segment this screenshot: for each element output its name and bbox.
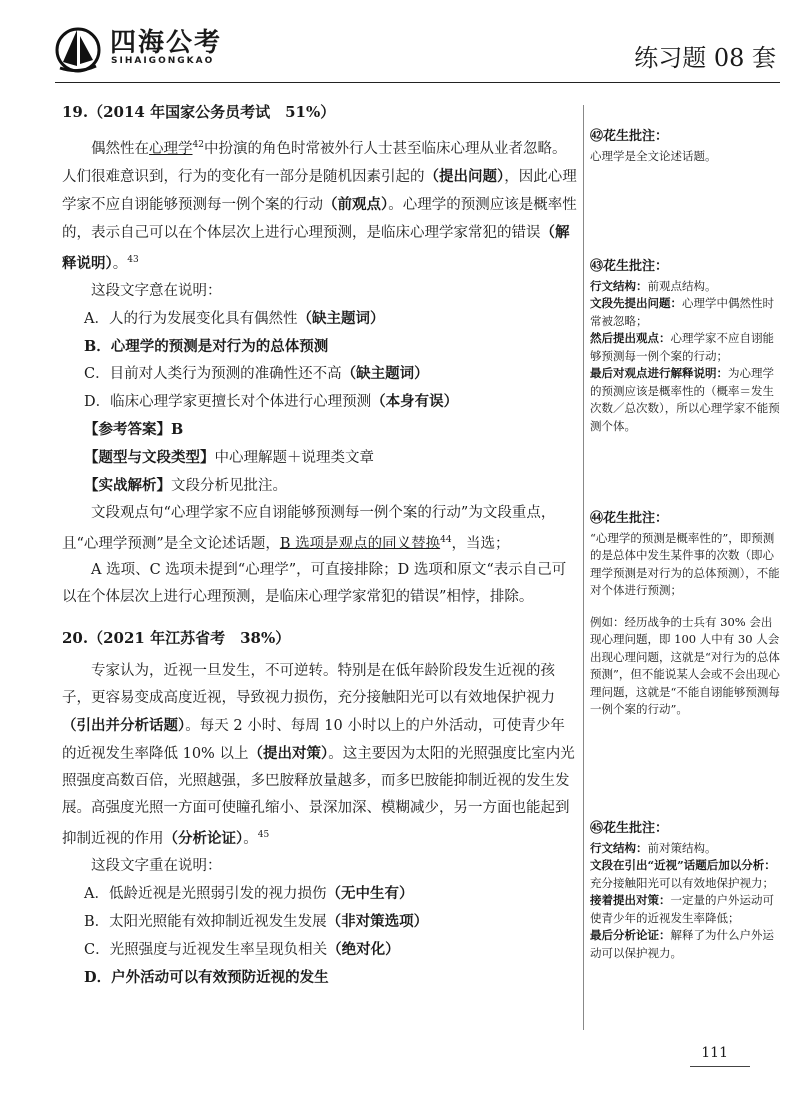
q20-option-a: A．低龄近视是光照弱引发的视力损伤（无中生有） (84, 885, 414, 903)
note-44-title: ㊹花生批注： (590, 511, 669, 526)
note-45 (590, 820, 780, 962)
note-42 (590, 128, 780, 165)
page-number: 111 (701, 1045, 728, 1061)
sailboat-logo-icon (55, 22, 101, 78)
note-44-text: “心理学的预测是概率性的”，即预测的是总体中发生某件事的次数（即心理学预测是对行为的总体预测），不能对个体进行预测； (590, 530, 780, 597)
q19-option-b: B．心理学的预测是对行为的总体预测 (84, 337, 329, 355)
note-45-line3: 接着提出对策：一定量的户外运动可使青少年的近视发生率降低； (590, 893, 774, 925)
logo (55, 22, 255, 82)
main-column (62, 95, 578, 991)
q20-option-b: B．太阳光照能有效抑制近视发生发展（非对策选项） (84, 913, 429, 931)
brand-name: 四海公考 (110, 28, 223, 58)
q19-stem: 这段文字意在说明： (91, 282, 222, 299)
q20-title: 20.（2021 年江苏省考 38%） (62, 629, 291, 648)
note-43-line3: 然后提出观点：心理学家不应自诩能够预测每一例个案的行动； (590, 331, 774, 363)
note-44 (590, 510, 780, 719)
q19-type: 【题型与文段类型】中心理解题＋说理类文章 (84, 448, 374, 466)
note-43-line4: 最后对观点进行解释说明：为心理学的预测应该是概率性的（概率＝发生次数／总次数），所以心理学家不能预测个体。 (590, 366, 780, 433)
q20-stem: 这段文字重在说明： (91, 858, 222, 875)
note-42-text: 心理学是全文论述话题。 (590, 148, 717, 163)
q19-option-c: C．目前对人类行为预测的准确性还不高（缺主题词） (84, 364, 429, 382)
note-45-line2: 文段在引出“近视”话题后加以分析：充分接触阳光可以有效地保护视力； (590, 858, 776, 890)
note-44-example: 例如：经历战争的士兵有 30% 会出现心理问题，即 100 人中有 30 人会出现心理问题，这就是“对行为的总体预测”，但不能说某人会或不会出现心理问题，这就是“不能自诩能够预测每一例个案的行动”。 (590, 614, 780, 716)
brand-subtitle: SIHAIGONGKAO (111, 56, 215, 66)
note-45-line4: 最后分析论证：解释了为什么户外运动可以保护视力。 (590, 928, 774, 960)
header-rule (55, 82, 780, 83)
set-title: 练习题 08 套 (634, 44, 776, 72)
q19-analysis-label: 【实战解析】文段分析见批注。 (84, 476, 287, 494)
q19-title: 19.（2014 年国家公务员考试 51%） (62, 103, 336, 121)
column-divider (583, 105, 584, 1030)
note-45-line1: 行文结构：前对策结构。 (590, 840, 717, 855)
note-45-title: ㊺花生批注： (590, 821, 669, 836)
q20-option-c: C．光照强度与近视发生率呈现负相关（绝对化） (84, 941, 400, 959)
note-43-line1: 行文结构：前观点结构。 (590, 278, 717, 293)
note-43 (590, 258, 780, 435)
q20-passage: 专家认为，近视一旦发生，不可逆转。特别是在低年龄阶段发生近视的孩子，更容易变成高度近视，导致视力损伤，充分接触阳光可以有效地保护视力（引出并分析话题）。每天 2 小时、每周 10 小时以上的户外活动，可使青少年的近视发生率降低 10% 以上（提出对策）。这主要因为太阳的光照强度比室内光照强度高数百倍，光照越强，多巴胺释放量越多，而多巴胺能抑制近视的发生发展。高强度光照一方面可使瞳孔缩小、景深加深、模糊减少，另一方面也能起到抑制近视的作用（分析论证）。$^{45}$ (62, 663, 575, 848)
q19-passage: 偶然性在心理学$^{42}$中扮演的角色时常被外行人士甚至临床心理从业者忽略。人们很难意识到，行为的变化有一部分是随机因素引起的（提出问题），因此心理学家不应自诩能够预测每一例个案的行动（前观点）。心理学的预测应该是概率性的，表示自己可以在个体层次上进行心理预测，是临床心理学家常犯的错误（解释说明）。$^{43}$ (62, 140, 577, 272)
q19-option-a: A．人的行为发展变化具有偶然性（缺主题词） (84, 309, 385, 327)
page-number-rule (690, 1066, 750, 1067)
q19-analysis-p1: 文段观点句“心理学家不应自诩能够预测每一例个案的行动”为文段重点，且“心理学预测”是全文论述话题，B 选项是观点的同义替换$^{44}$，当选； (62, 504, 556, 552)
note-42-title: ㊷花生批注： (590, 129, 669, 144)
q20-option-d: D．户外活动可以有效预防近视的发生 (84, 969, 329, 987)
q19-analysis-p2: A 选项、C 选项未提到“心理学”，可直接排除；D 选项和原文“表示自己可以在个体层次上进行心理预测，是临床心理学家常犯的错误”相悖，排除。 (62, 562, 567, 606)
q19-option-d: D．临床心理学家更擅长对个体进行心理预测（本身有误） (84, 392, 459, 410)
note-43-line2: 文段先提出问题：心理学中偶然性时常被忽略； (590, 296, 774, 328)
note-43-title: ㊸花生批注： (590, 259, 669, 274)
q19-answer: 【参考答案】B (84, 420, 184, 438)
